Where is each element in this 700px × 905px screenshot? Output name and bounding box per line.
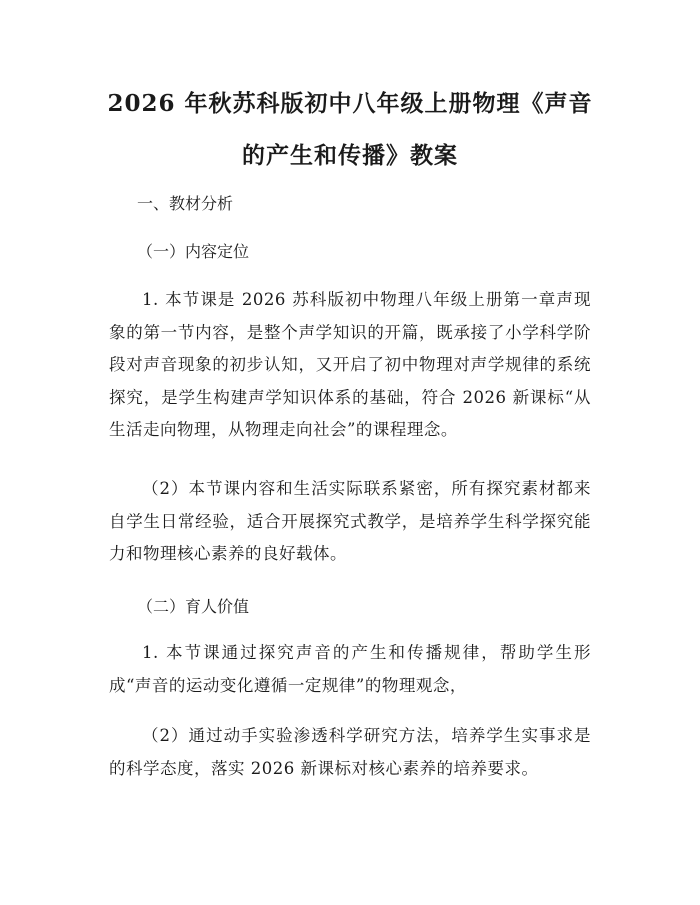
document-title-line-1: 2026 年秋苏科版初中八年级上册物理《声音 [107, 90, 593, 117]
paragraph-content-positioning-1: 1. 本节课是 2026 苏科版初中物理八年级上册第一章声现象的第一节内容，是整个声学知识的开篇，既承接了小学科学阶段对声音现象的初步认知，又开启了初中物理对声学规律的系统探究，是学生构建声学知识体系的基础，符合 2026 新课标“从生活走向物理，从物理走向社会”的课程理念。 [109, 290, 591, 439]
paragraph-educational-value-1: 1. 本节课通过探究声音的产生和传播规律，帮助学生形成“声音的运动变化遵循一定规律”的物理观念， [109, 643, 591, 695]
document-title-line-2: 的产生和传播》教案 [242, 142, 458, 169]
section-heading-teaching-material-analysis: 一、教材分析 [137, 194, 234, 213]
subsection-heading-educational-value: （二）育人价值 [137, 597, 250, 616]
paragraph-content-positioning-2: （2）本节课内容和生活实际联系紧密，所有探究素材都来自学生日常经验，适合开展探究式教学，是培养学生科学探究能力和物理核心素养的良好载体。 [109, 479, 591, 563]
paragraph-educational-value-2: （2）通过动手实验渗透科学研究方法，培养学生实事求是的科学态度，落实 2026 新课标对核心素养的培养要求。 [109, 726, 591, 778]
subsection-heading-content-positioning: （一）内容定位 [137, 242, 250, 261]
